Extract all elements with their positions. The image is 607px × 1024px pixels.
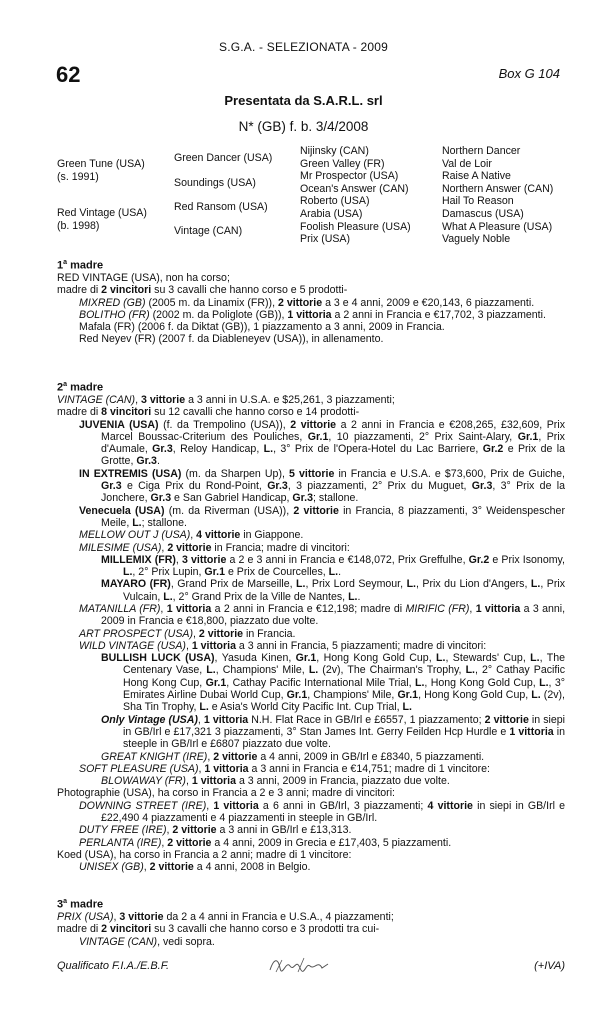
- horse-title: N* (GB) f. b. 3/4/2008: [238, 119, 369, 134]
- produce-entry: MIXRED (GB) (2005 m. da Linamix (FR)), 2 vittorie a 3 e 4 anni, 2009 e €20,143, 6 piazzamenti.: [79, 296, 535, 309]
- qualification-note: Qualificato F.I.A./E.B.F.: [57, 960, 170, 972]
- grandproduce-entry: MATANILLA (FR), 1 vittoria a 2 anni in Francia e €12,198; madre di MIRIFIC (FR), 1 vittoria a 3 anni, 2009 in Francia e €18,800, piazzato due volte.: [79, 603, 566, 628]
- third-dam-line: PRIX (USA), 3 vittorie da 2 a 4 anni in Francia e U.S.A., 4 piazzamenti;: [57, 910, 394, 923]
- lot-number: 62: [56, 62, 81, 87]
- first-dam-section: [57, 257, 565, 346]
- produce-entry: IN EXTREMIS (USA) (m. da Sharpen Up), 5 vittorie in Francia e U.S.A. e $73,600, Prix de Guiche, Gr.3 e Ciga Prix du Rond-Point, Gr.3, 3 piazzamenti, 2° Prix du Muguet, Gr.3, 3° Prix de la Jonchere, Gr.3 e San Gabriel Handicap, Gr.3; stallone.: [79, 467, 566, 505]
- second-dam-line: VINTAGE (CAN), 3 vittorie a 3 anni in U.S.A. e $25,261, 3 piazzamenti;: [57, 393, 395, 406]
- box-number: Box G 104: [498, 66, 560, 81]
- produce-entry: SOFT PLEASURE (USA), 1 vittoria a 3 anni in Francia e €14,751; madre di 1 vincitore:: [79, 762, 490, 775]
- pedigree-gen2-1: Green Dancer (USA): [174, 152, 273, 164]
- produce-entry: Mafala (FR) (2006 f. da Diktat (GB)), 1 piazzamento a 3 anni, 2009 in Francia.: [79, 321, 445, 334]
- signature-mark: [268, 954, 330, 976]
- produce-entry: Venecuela (USA) (m. da Riverman (USA)), 2 vittorie in Francia, 8 piazzamenti, 3° Weidenspescher Meile, L.; stallone.: [79, 504, 565, 529]
- grandproduce-entry: DUTY FREE (IRE), 2 vittorie a 3 anni in GB/Irl e £13,313.: [79, 824, 352, 837]
- produce-entry: JUVENIA (USA) (f. da Trempolino (USA)), 2 vittorie a 2 anni in Francia e €208,265, £32,609, Prix Marcel Boussac-Criterium des Pouliches, Gr.1, 10 piazzamenti, 2° Prix Saint-Alary, Gr.1, Prix d'Aumale, Gr.3, Reloy Handicap, L., 3° Prix de l'Opera-Hotel du Lac Barriere, Gr.2 e Prix de la Grotte, Gr.3.: [79, 418, 565, 468]
- produce-entry: VINTAGE (CAN), vedi sopra.: [79, 935, 215, 948]
- produce-entry: Koed (USA), ha corso in Francia a 2 anni; madre di 1 vincitore:: [57, 848, 352, 861]
- third-dam-summary: madre di 2 vincitori su 3 cavalli che hanno corso e 3 prodotti tra cui-: [57, 923, 380, 936]
- grandproduce-entry: MILLEMIX (FR), 3 vittorie a 2 e 3 anni in Francia e €148,072, Prix Greffulhe, Gr.2 e Prix Isonomy, L., 2° Prix Lupin, Gr.1 e Prix de Courcelles, L..: [101, 553, 565, 579]
- produce-entry: ART PROSPECT (USA), 2 vittorie in Francia.: [79, 627, 296, 640]
- produce-entry: MELLOW OUT J (USA), 4 vittorie in Giappone.: [79, 529, 304, 542]
- pedigree-gen2-4: Vintage (CAN): [174, 225, 243, 237]
- grandproduce-entry: MAYARO (FR), Grand Prix de Marseille, L., Prix Lord Seymour, L., Prix du Lion d'Angers, L., Prix Vulcain, L., 2° Grand Prix de la Ville de Nantes, L..: [101, 578, 565, 603]
- grandproduce-entry: Only Vintage (USA), 1 vittoria N.H. Flat Race in GB/Irl e £6557, 1 piazzamento; 2 vittorie in siepi in GB/Irl e £17,321 3 piazzamenti, 3° Stan James Int. Gerry Feilden Hcp Hurdle e 1 vittoria in steeple in GB/Irl e £6807 piazzato due volte.: [101, 713, 565, 751]
- produce-entry: BOLITHO (FR) (2002 m. da Poliglote (GB)), 1 vittoria a 2 anni in Francia e €17,702, 3 piazzamenti.: [79, 308, 546, 321]
- grandproduce-entry: BLOWAWAY (FR), 1 vittoria a 3 anni, 2009 in Francia, piazzato due volte.: [101, 775, 450, 788]
- pedigree-gen4: Northern Dancer Val de Loir Raise A Native Northern Answer (CAN) Hail To Reason Damascus (USA) What A Pleasure (USA) Vaguely Noble: [442, 145, 554, 246]
- third-dam-heading: 3$^a$ madre: [57, 898, 104, 911]
- produce-entry: MILESIME (USA), 2 vittorie in Francia; madre di vincitori:: [79, 541, 350, 554]
- grandproduce-entry: PERLANTA (IRE), 2 vittorie a 4 anni, 2009 in Grecia e £17,403, 5 piazzamenti.: [79, 836, 452, 849]
- second-dam-summary: madre di 8 vincitori su 12 cavalli che hanno corso e 14 prodotti-: [57, 406, 360, 419]
- produce-entry: WILD VINTAGE (USA), 1 vittoria a 3 anni in Francia, 5 piazzamenti; madre di vincitori:: [79, 639, 487, 652]
- first-dam-heading: 1$^a$ madre: [57, 259, 104, 272]
- third-dam-section: [57, 896, 565, 948]
- dam-produce-summary: madre di 2 vincitori su 3 cavalli che hanno corso e 5 prodotti-: [57, 284, 348, 297]
- grandproduce-entry: GREAT KNIGHT (IRE), 2 vittorie a 4 anni, 2009 in GB/Irl e £8340, 5 piazzamenti.: [101, 750, 485, 763]
- pedigree-sire: Green Tune (USA) (s. 1991): [57, 158, 145, 183]
- second-dam-heading: 2$^a$ madre: [57, 381, 104, 394]
- produce-entry: Photographie (USA), ha corso in Francia a 2 e 3 anni; madre di vincitori:: [57, 787, 395, 800]
- pedigree-gen2-3: Red Ransom (USA): [174, 201, 268, 213]
- grandproduce-entry: BULLISH LUCK (USA), Yasuda Kinen, Gr.1, Hong Kong Gold Cup, L., Stewards' Cup, L., The Centenary Vase, L., Champions' Mile, L. (2v), The Chairman's Trophy, L., 2° Cathay Pacific Hong Kong Cup, Gr.1, Cathay Pacific International Mile Trial, L., Hong Kong Gold Cup, L., 3° Emirates Airline Dubai World Cup, Gr.1, Champions' Mile, Gr.1, Hong Kong Gold Cup, L. (2v), Sha Tin Trophy, L. e Asia's World City Pacific Int. Cup Trial, L.: [101, 652, 566, 714]
- grandproduce-entry: UNISEX (GB), 2 vittorie a 4 anni, 2008 in Belgio.: [79, 861, 311, 874]
- vat-note: (+IVA): [534, 960, 565, 972]
- produce-entry: Red Neyev (FR) (2007 f. da Diableneyev (USA)), in allenamento.: [79, 333, 384, 346]
- pedigree-gen2-2: Soundings (USA): [174, 177, 256, 189]
- catalogue-header: S.G.A. - SELEZIONATA - 2009: [218, 40, 388, 54]
- dam-line: RED VINTAGE (USA), non ha corso;: [57, 271, 230, 284]
- pedigree-dam: Red Vintage (USA) (b. 1998): [57, 207, 147, 232]
- presented-by: Presentata da S.A.R.L. srl: [224, 93, 383, 108]
- grandproduce-entry: DOWNING STREET (IRE), 1 vittoria a 6 anni in GB/Irl, 3 piazzamenti; 4 vittorie in siepi in GB/Irl e £22,490 4 piazzamenti e 4 piazzamenti in steeple in GB/Irl.: [79, 799, 566, 825]
- pedigree-table: [57, 145, 577, 247]
- second-dam-section: [57, 379, 565, 874]
- pedigree-gen3: Nijinsky (CAN) Green Valley (FR) Mr Prospector (USA) Ocean's Answer (CAN) Roberto (USA) Arabia (USA) Foolish Pleasure (USA) Prix (USA): [300, 145, 411, 246]
